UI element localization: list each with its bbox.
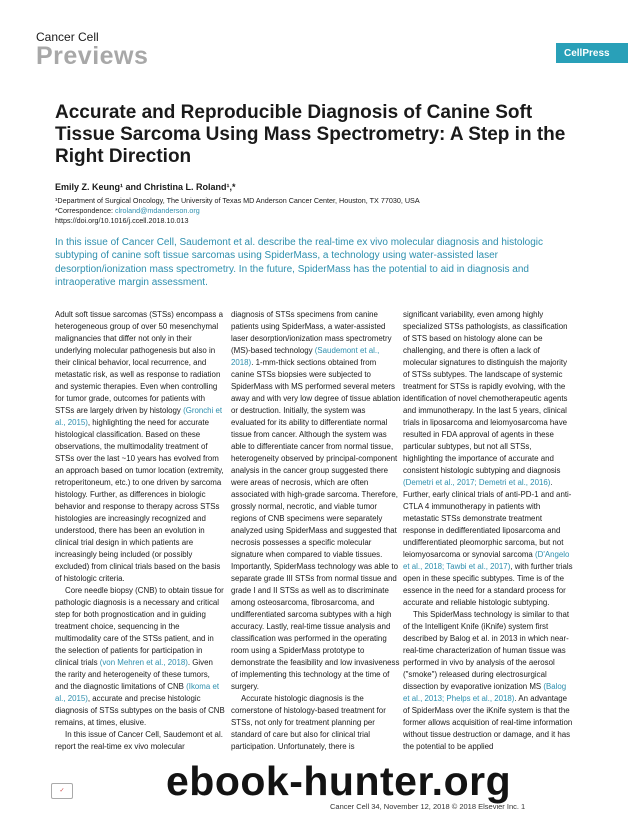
paragraph bbox=[55, 729, 225, 753]
paragraph-text: This SpiderMass technology is similar to that of the Intelligent Knife (iKnife) system first described by Balog et al. in 2013 in which near-real-time characterization of human tissue was performed in vivo by analysis of the aerosol ("smoke") released during electrosurgical dissection by evaporative ionization MS bbox=[403, 610, 570, 691]
citation-link[interactable]: (Saudemont et al., 2018) bbox=[231, 346, 380, 367]
journal-name: Cancer Cell bbox=[36, 30, 99, 44]
correspondence-label: *Correspondence: bbox=[55, 206, 115, 215]
correspondence-email-link[interactable]: clroland@mdanderson.org bbox=[114, 206, 200, 215]
article-summary: In this issue of Cancer Cell, Saudemont et al. describe the real-time ex vivo molecular diagnosis and histologic subtyping of canine soft tissue sarcomas using SpiderMass, a technology using water-assisted laser desorption/ionization mass spectrometry. In the future, SpiderMass has the potential to aid in diagnosis and intraoperative margin assessment. bbox=[55, 237, 544, 289]
paragraph-text: diagnosis of STSs specimens from canine patients using SpiderMass, a water-assisted laser desorption/ionization mass spectrometry (MS)-based technology bbox=[231, 310, 392, 355]
affiliation: ¹Department of Surgical Oncology, The University of Texas MD Anderson Cancer Center, Houston, TX 77030, USA bbox=[55, 196, 420, 205]
paragraph-text: In this issue of Cancer Cell, Saudemont et al. report the real-time ex vivo molecular bbox=[55, 730, 223, 751]
paragraph-text: . Given the rarity and heterogeneity of these tumors, and the diagnostic limitations of CNB bbox=[55, 658, 213, 691]
paragraph bbox=[231, 693, 401, 753]
doi-link[interactable]: https://doi.org/10.1016/j.ccell.2018.10.013 bbox=[55, 216, 189, 225]
paragraph-text: . An advantage of SpiderMass over the iKnife system is that the former allows acquisition of real-time information without tissue destruction or damage, and it has the potential to be applied bbox=[403, 694, 573, 751]
section-heading: Previews bbox=[36, 42, 149, 70]
paragraph bbox=[55, 309, 225, 585]
cellpress-logo: CellPress bbox=[556, 43, 628, 63]
article-title: Accurate and Reproducible Diagnosis of Canine Soft Tissue Sarcoma Using Mass Spectrometry: A Step in the Right Direction bbox=[55, 102, 566, 167]
page-footer-citation: Cancer Cell 34, November 12, 2018 © 2018 Elsevier Inc. 1 bbox=[330, 802, 526, 811]
paragraph bbox=[403, 609, 573, 753]
citation-link[interactable]: (Ikoma et al., 2015) bbox=[55, 682, 220, 703]
paragraph-text: . Further, early clinical trials of anti-PD-1 and anti-CTLA 4 immunotherapy in patients with metastatic STSs demonstrate treatment response in dedifferentiated liposarcoma and undifferentiated pleomorphic sarcoma, but not leiomyosarcoma or synovial sarcoma bbox=[403, 478, 572, 559]
check-for-updates-badge[interactable]: ✓ bbox=[51, 783, 73, 799]
paragraph bbox=[55, 585, 225, 729]
paragraph bbox=[403, 309, 573, 609]
body-column-1 bbox=[55, 309, 225, 753]
paragraph-text: significant variability, even among highly specialized STSs pathologists, as classification of STS based on histology alone can be challenging, and there is often a lack of molecular signatures to distinguish the majority of STSs subtypes. The landscape of systemic treatment for STSs is rapidly evolving, with the identification of novel chemotherapeutic agents and immunotherapy. In the last 5 years, clinical trials in liposarcoma and leiomyosarcoma have resulted in FDA approval of agents in these particular subtypes, but not all STSs, highlighting the importance of accurate and consistent histologic subtyping and diagnosis bbox=[403, 310, 568, 475]
body-column-2 bbox=[231, 309, 401, 753]
citation-link[interactable]: (D'Angelo et al., 2018; Tawbi et al., 2017) bbox=[403, 550, 570, 571]
paragraph-text: , with further trials open in these specific subtypes. Time is of the essence in the need for a standard process for accurate and reliable histologic subtyping. bbox=[403, 562, 573, 607]
paragraph-text: , highlighting the need for accurate histological classification. Based on these observations, the multimodality treatment of STSs over the last ~10 years has evolved from an approach based on tumor location (extremity, retroperitoneum, etc.) to one driven by sarcoma histology. Further, as differences in biologic behavior and response to therapy across STSs histologies are increasingly recognized and understood, there has been an evolution in clinical trial design in which patients are increasingly being included (or possibly excluded) from clinical trials based on the basis of histologic criteria. bbox=[55, 418, 224, 583]
citation-link[interactable]: (Demetri et al., 2017; Demetri et al., 2016) bbox=[403, 478, 551, 487]
watermark: ebook-hunter.org bbox=[166, 758, 512, 804]
citation-link[interactable]: (von Mehren et al., 2018) bbox=[99, 658, 188, 667]
paragraph bbox=[231, 309, 401, 693]
correspondence bbox=[55, 206, 200, 216]
article-authors: Emily Z. Keung¹ and Christina L. Roland¹,* bbox=[55, 182, 236, 192]
citation-link[interactable]: (Balog et al., 2013; Phelps et al., 2018) bbox=[403, 682, 567, 703]
paragraph-text: Adult soft tissue sarcomas (STSs) encompass a heterogeneous group of over 50 mesenchymal malignancies that differ not only in their underlying molecular pathogenesis but also in their clinical behavior, local recurrence, and metastatic risk, as well as response to radiation and systemic therapies. Even when controlling for tumor grade, outcomes for patients with STSs are largely driven by histology bbox=[55, 310, 223, 415]
paragraph-text: , accurate and precise histologic diagnosis of STSs subtypes on the basis of CNB remains, at times, elusive. bbox=[55, 694, 225, 727]
citation-link[interactable]: (Gronchi et al., 2015) bbox=[55, 406, 223, 427]
paragraph-text: Core needle biopsy (CNB) to obtain tissue for pathologic diagnosis is a necessary and critical step for both prognostication and in guiding treatment choice, sequencing in the multimodality care of the STSs patient, and in the selection of patients for participation in clinical trials bbox=[55, 586, 224, 667]
paragraph-text: . 1-mm-thick sections obtained from canine STSs biopsies were subjected to SpiderMass with MS performed several meters away and with very low degree of tissue ablation or destruction. Initially, the system was evaluated for its ability to differentiate normal tissue from cancer. Although the system was able to differentiate cancer from normal tissue, heterogeneity observed by principal-component analysis in the cancer group suggested there were areas of necrosis, which are often associated with high-grade sarcoma. Therefore, grossly normal, necrotic, and viable tumor regions of CNB specimens were separately analyzed using SpiderMass and suggested that necrosis possesses a specific molecular signature when compared to viable tissues. Importantly, SpiderMass technology was able to separate grade III STSs from normal tissue and grade I and II STSs as well as to discriminate among osteosarcoma, fibrosarcoma, and undifferentiated sarcoma subtypes with a high accuracy. Lastly, real-time tissue analysis and classification was performed in the operating room using a SpiderMass prototype to demonstrate the feasibility and low invasiveness of implementing this technology at the time of surgery. bbox=[231, 358, 401, 691]
paragraph-text: Accurate histologic diagnosis is the cornerstone of histology-based treatment for STSs, not only for treatment planning per standard of care but also for clinical trial participation. Unfortunately, there is bbox=[231, 694, 386, 751]
body-column-3 bbox=[403, 309, 573, 753]
